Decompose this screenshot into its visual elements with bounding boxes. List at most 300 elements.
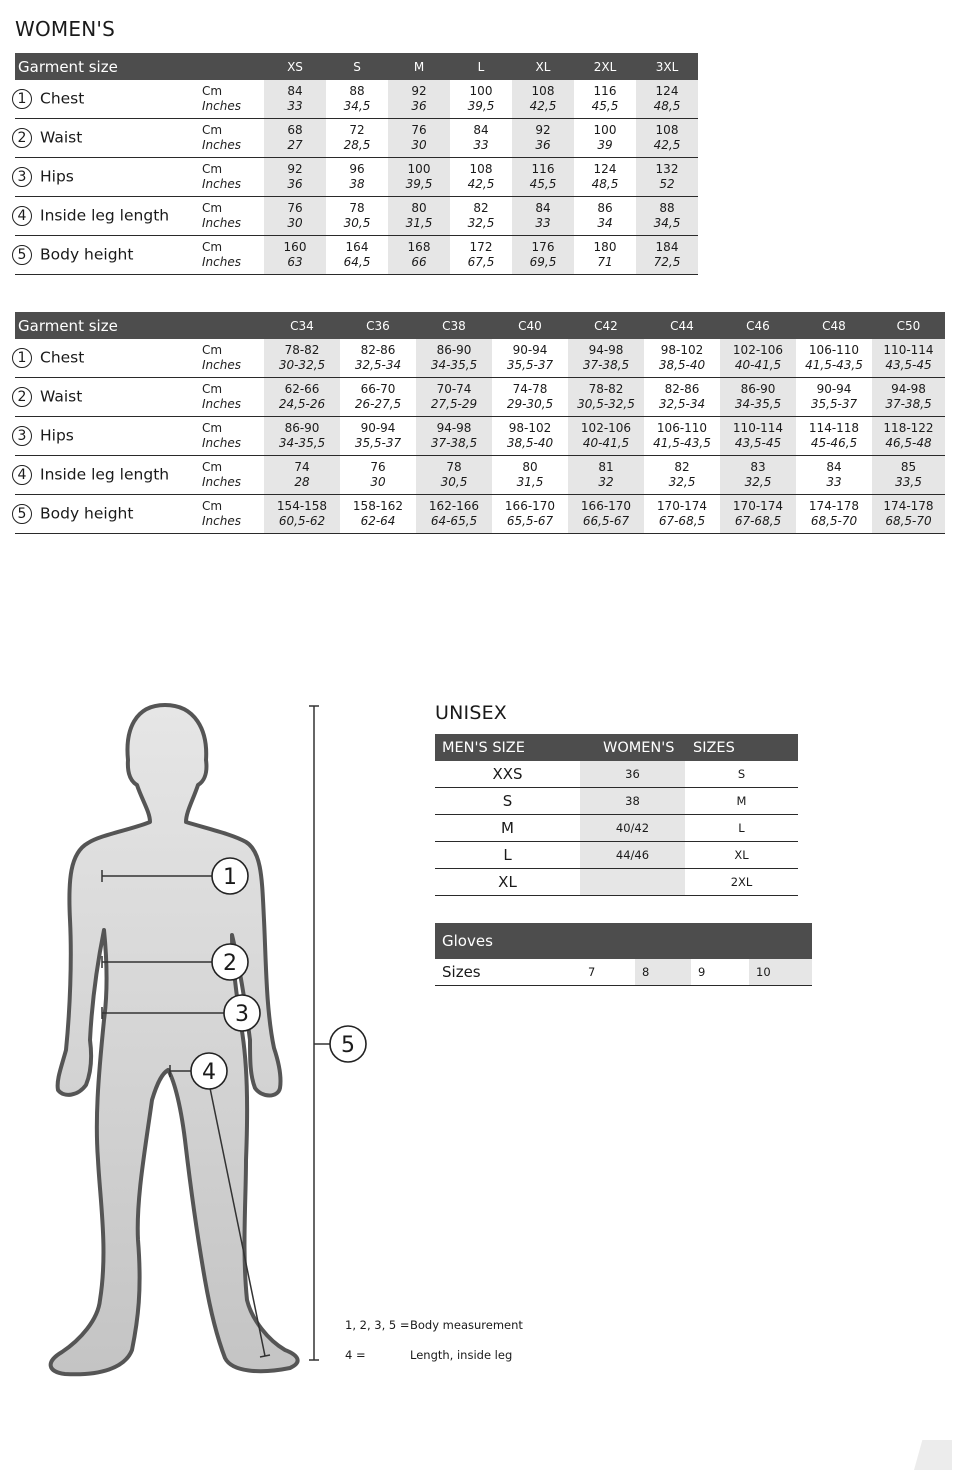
womens-letter-size: L (685, 815, 798, 842)
size-value-cell (574, 236, 636, 275)
value-inches: 45,5 (529, 177, 557, 191)
unisex-title: UNISEX (435, 702, 508, 724)
size-value-cell (388, 80, 450, 119)
value-inches: 32,5 (668, 475, 696, 489)
size-header: C44 (644, 312, 720, 339)
value-cm: 83 (750, 460, 766, 474)
measurement-row (15, 236, 698, 275)
size-value-cell (720, 456, 796, 495)
value-inches: 24,5-26 (278, 397, 326, 411)
measurement-name: Body height (40, 504, 134, 523)
size-value-cell (796, 417, 872, 456)
value-cm: 86-90 (436, 343, 472, 357)
value-inches: 34,5 (653, 216, 681, 230)
size-value-cell (340, 456, 416, 495)
size-value-cell (568, 456, 644, 495)
value-inches: 32,5-34 (658, 397, 706, 411)
measurement-name: Inside leg length (40, 206, 170, 225)
unit-cm: Cm (202, 343, 223, 357)
size-value-cell (568, 339, 644, 378)
value-cm: 78 (446, 460, 462, 474)
legend-key-1: 1, 2, 3, 5 = (345, 1318, 410, 1332)
size-value-cell (264, 158, 326, 197)
value-inches: 32,5-34 (354, 358, 402, 372)
value-cm: 82-86 (664, 382, 700, 396)
value-inches: 36 (411, 99, 427, 113)
unit-cm: Cm (202, 382, 223, 396)
size-value-cell (416, 339, 492, 378)
size-value-cell (872, 417, 945, 456)
value-inches: 32,5 (467, 216, 495, 230)
unit-inches: Inches (202, 99, 241, 113)
value-inches: 40-41,5 (582, 436, 630, 450)
value-cm: 100 (593, 123, 617, 137)
value-inches: 37-38,5 (885, 397, 932, 411)
value-inches: 45,5 (591, 99, 619, 113)
value-cm: 74-78 (512, 382, 548, 396)
value-cm: 162-166 (428, 499, 480, 513)
human-silhouette (51, 705, 298, 1374)
value-cm: 78-82 (284, 343, 320, 357)
value-inches: 65,5-67 (506, 514, 554, 528)
value-cm: 62-66 (284, 382, 320, 396)
unit-cm: Cm (202, 460, 223, 474)
size-value-cell (340, 378, 416, 417)
measurement-label (15, 378, 202, 417)
value-cm: 116 (593, 84, 617, 98)
value-inches: 33 (473, 138, 489, 152)
gloves-table (435, 923, 812, 986)
value-cm: 110-114 (883, 343, 934, 357)
glove-size: 7 (581, 959, 635, 986)
value-cm: 106-110 (656, 421, 708, 435)
size-value-cell (568, 495, 644, 534)
unit-inches: Inches (202, 397, 241, 411)
size-value-cell (450, 197, 512, 236)
value-inches: 63 (287, 255, 303, 269)
womens-size (580, 869, 685, 896)
measurement-number: 1 (12, 348, 32, 368)
size-value-cell (264, 119, 326, 158)
unit-cm: Cm (202, 201, 223, 215)
size-value-cell (872, 378, 945, 417)
value-inches: 30,5-32,5 (577, 397, 635, 411)
value-inches: 35,5-37 (354, 436, 402, 450)
value-inches: 64,5 (343, 255, 371, 269)
size-header: C42 (568, 312, 644, 339)
size-header: S (326, 53, 388, 80)
value-inches: 34,5 (343, 99, 371, 113)
size-value-cell (720, 495, 796, 534)
value-cm: 164 (345, 240, 369, 254)
value-cm: 108 (531, 84, 555, 98)
size-header: C50 (872, 312, 945, 339)
value-cm: 166-170 (504, 499, 556, 513)
measurement-number: 3 (12, 167, 32, 187)
size-value-cell (512, 197, 574, 236)
size-value-cell (720, 417, 796, 456)
size-value-cell (796, 495, 872, 534)
value-cm: 85 (900, 460, 917, 474)
unit-labels (202, 158, 264, 197)
unit-inches: Inches (202, 436, 241, 450)
measurement-label (15, 80, 202, 119)
value-cm: 180 (593, 240, 617, 254)
size-header: C34 (264, 312, 340, 339)
measurement-number: 1 (12, 89, 32, 109)
value-inches: 38 (349, 177, 365, 191)
unisex-header-mens: MEN'S SIZE (435, 734, 580, 761)
legend-val-1: Body measurement (410, 1318, 523, 1332)
value-inches: 41,5-43,5 (805, 358, 863, 372)
value-inches: 34 (597, 216, 613, 230)
value-inches: 39 (597, 138, 613, 152)
value-cm: 82 (674, 460, 690, 474)
value-inches: 38,5-40 (506, 436, 554, 450)
value-inches: 45-46,5 (810, 436, 858, 450)
size-value-cell (872, 495, 945, 534)
value-cm: 94-98 (588, 343, 624, 357)
size-value-cell (574, 119, 636, 158)
value-cm: 92 (535, 123, 551, 137)
value-inches: 26-27,5 (354, 397, 402, 411)
size-value-cell (264, 80, 326, 119)
size-value-cell (512, 158, 574, 197)
size-header: L (450, 53, 512, 80)
size-value-cell (574, 80, 636, 119)
value-cm: 90-94 (512, 343, 548, 357)
value-cm: 98-102 (508, 421, 552, 435)
value-inches: 35,5-37 (506, 358, 554, 372)
size-value-cell (568, 417, 644, 456)
value-inches: 60,5-62 (278, 514, 326, 528)
value-inches: 30,5 (343, 216, 371, 230)
size-header: C38 (416, 312, 492, 339)
size-header: XL (512, 53, 574, 80)
size-value-cell (512, 80, 574, 119)
value-cm: 84 (473, 123, 489, 137)
measurement-row (15, 158, 698, 197)
womens-letter-size: M (685, 788, 798, 815)
unit-cm: Cm (202, 123, 223, 137)
size-header: C48 (796, 312, 872, 339)
size-value-cell (326, 158, 388, 197)
measurement-row (15, 495, 945, 534)
value-cm: 90-94 (360, 421, 396, 435)
size-value-cell (264, 417, 340, 456)
unit-inches: Inches (202, 255, 241, 269)
measurement-label (15, 339, 202, 378)
value-inches: 67-68,5 (658, 514, 706, 528)
value-inches: 34-35,5 (734, 397, 782, 411)
value-inches: 36 (535, 138, 551, 152)
unit-inches: Inches (202, 138, 241, 152)
value-inches: 31,5 (405, 216, 433, 230)
value-inches: 69,5 (529, 255, 557, 269)
body-measurement-figure (0, 690, 420, 1390)
marker-4: 4 (202, 1060, 216, 1085)
unit-cm: Cm (202, 240, 223, 254)
measurement-name: Inside leg length (40, 465, 170, 484)
size-header: XS (264, 53, 326, 80)
value-cm: 74 (294, 460, 310, 474)
size-value-cell (450, 119, 512, 158)
glove-size: 10 (749, 959, 812, 986)
gloves-title: Gloves (435, 923, 812, 959)
value-cm: 82 (473, 201, 489, 215)
measurement-row (15, 80, 698, 119)
size-value-cell (796, 378, 872, 417)
value-cm: 174-178 (883, 499, 934, 513)
size-value-cell (388, 119, 450, 158)
size-value-cell (796, 339, 872, 378)
unisex-row (435, 815, 798, 842)
measurement-row (15, 339, 945, 378)
value-cm: 98-102 (660, 343, 704, 357)
unit-labels (202, 236, 264, 275)
size-value-cell (450, 236, 512, 275)
size-value-cell (326, 236, 388, 275)
measurement-number: 5 (12, 504, 32, 524)
value-cm: 160 (283, 240, 307, 254)
value-inches: 34-35,5 (430, 358, 478, 372)
size-value-cell (644, 495, 720, 534)
unit-labels (202, 417, 264, 456)
measurement-label (15, 197, 202, 236)
value-inches: 68,5-70 (810, 514, 858, 528)
value-cm: 108 (469, 162, 493, 176)
unit-labels (202, 495, 264, 534)
size-value-cell (264, 378, 340, 417)
size-value-cell (326, 80, 388, 119)
size-value-cell (574, 158, 636, 197)
size-value-cell (416, 417, 492, 456)
value-cm: 94-98 (436, 421, 472, 435)
value-inches: 33,5 (895, 475, 922, 489)
size-value-cell (720, 339, 796, 378)
value-inches: 43,5-45 (734, 436, 782, 450)
value-inches: 30-32,5 (278, 358, 326, 372)
womens-size: 38 (580, 788, 685, 815)
size-value-cell (416, 456, 492, 495)
marker-5: 5 (341, 1033, 355, 1058)
value-cm: 70-74 (436, 382, 472, 396)
unit-labels (202, 378, 264, 417)
value-cm: 84 (826, 460, 842, 474)
value-cm: 88 (349, 84, 365, 98)
gloves-sizes-label: Sizes (435, 959, 581, 986)
value-inches: 35,5-37 (810, 397, 858, 411)
measurement-label (15, 158, 202, 197)
value-inches: 72,5 (653, 255, 681, 269)
measurement-row (15, 456, 945, 495)
value-cm: 84 (535, 201, 551, 215)
unit-cm: Cm (202, 162, 223, 176)
value-inches: 39,5 (405, 177, 433, 191)
value-inches: 28 (294, 475, 310, 489)
unit-labels (202, 456, 264, 495)
unit-inches: Inches (202, 358, 241, 372)
unisex-row (435, 788, 798, 815)
unisex-header-sizes: SIZES (685, 734, 798, 761)
value-inches: 30 (411, 138, 427, 152)
legend-key-2: 4 = (345, 1348, 366, 1362)
unit-labels (202, 339, 264, 378)
measurement-number: 2 (12, 387, 32, 407)
womens-c-size-table (15, 312, 945, 534)
value-cm: 82-86 (360, 343, 396, 357)
value-inches: 40-41,5 (734, 358, 782, 372)
value-inches: 30 (287, 216, 303, 230)
value-cm: 78-82 (588, 382, 624, 396)
size-value-cell (636, 197, 698, 236)
value-cm: 76 (287, 201, 303, 215)
value-cm: 124 (655, 84, 679, 98)
size-value-cell (340, 339, 416, 378)
value-cm: 110-114 (732, 421, 784, 435)
size-header: 2XL (574, 53, 636, 80)
size-value-cell (340, 417, 416, 456)
size-value-cell (720, 378, 796, 417)
mens-size: S (435, 788, 580, 815)
unisex-row (435, 761, 798, 788)
womens-letter-size: XL (685, 842, 798, 869)
value-cm: 102-106 (580, 421, 632, 435)
size-header: C36 (340, 312, 416, 339)
value-cm: 86 (597, 201, 613, 215)
value-cm: 184 (655, 240, 679, 254)
value-cm: 170-174 (732, 499, 784, 513)
size-value-cell (326, 197, 388, 236)
size-value-cell (388, 158, 450, 197)
value-inches: 42,5 (467, 177, 495, 191)
measurement-row (15, 119, 698, 158)
unisex-row (435, 842, 798, 869)
size-header: C46 (720, 312, 796, 339)
value-cm: 81 (598, 460, 614, 474)
value-inches: 41,5-43,5 (653, 436, 711, 450)
glove-size: 9 (691, 959, 749, 986)
size-value-cell (492, 417, 568, 456)
womens-title: WOMEN'S (15, 17, 115, 41)
value-cm: 76 (411, 123, 427, 137)
size-header: C40 (492, 312, 568, 339)
unit-labels (202, 197, 264, 236)
marker-1: 1 (223, 865, 237, 890)
value-cm: 80 (411, 201, 427, 215)
value-inches: 42,5 (653, 138, 681, 152)
value-cm: 118-122 (883, 421, 934, 435)
value-inches: 34-35,5 (278, 436, 326, 450)
size-value-cell (872, 339, 945, 378)
value-inches: 66,5-67 (582, 514, 630, 528)
value-cm: 84 (287, 84, 303, 98)
value-inches: 27 (287, 138, 303, 152)
measurement-row (15, 378, 945, 417)
marker-2: 2 (223, 951, 237, 976)
size-value-cell (326, 119, 388, 158)
mens-size: XL (435, 869, 580, 896)
measurement-label (15, 119, 202, 158)
value-inches: 67,5 (467, 255, 495, 269)
value-inches: 48,5 (591, 177, 619, 191)
measurement-name: Hips (40, 167, 74, 186)
value-cm: 96 (349, 162, 365, 176)
value-inches: 29-30,5 (506, 397, 554, 411)
value-inches: 28,5 (343, 138, 371, 152)
mens-size: L (435, 842, 580, 869)
measurement-label (15, 417, 202, 456)
size-value-cell (416, 495, 492, 534)
measurement-name: Chest (40, 348, 85, 367)
value-cm: 166-170 (580, 499, 632, 513)
value-cm: 116 (531, 162, 555, 176)
value-cm: 176 (531, 240, 555, 254)
value-inches: 30 (370, 475, 386, 489)
glove-size: 8 (635, 959, 691, 986)
mens-size: M (435, 815, 580, 842)
value-cm: 78 (349, 201, 365, 215)
measurement-row (15, 197, 698, 236)
unisex-row (435, 869, 798, 896)
size-value-cell (574, 197, 636, 236)
value-inches: 48,5 (653, 99, 681, 113)
mens-size: XXS (435, 761, 580, 788)
size-header: M (388, 53, 450, 80)
size-value-cell (512, 236, 574, 275)
unit-inches: Inches (202, 216, 241, 230)
value-inches: 68,5-70 (885, 514, 932, 528)
value-inches: 71 (597, 255, 613, 269)
size-value-cell (492, 378, 568, 417)
size-value-cell (644, 456, 720, 495)
garment-size-header: Garment size (15, 312, 264, 339)
measurement-label (15, 236, 202, 275)
value-inches: 42,5 (529, 99, 557, 113)
value-inches: 36 (287, 177, 303, 191)
value-cm: 86-90 (284, 421, 320, 435)
value-inches: 37-38,5 (430, 436, 478, 450)
value-cm: 92 (287, 162, 303, 176)
value-cm: 170-174 (656, 499, 708, 513)
value-cm: 114-118 (808, 421, 860, 435)
womens-size: 40/42 (580, 815, 685, 842)
value-inches: 31,5 (516, 475, 544, 489)
size-value-cell (636, 119, 698, 158)
measurement-number: 4 (12, 465, 32, 485)
unit-labels (202, 80, 264, 119)
value-inches: 30,5 (440, 475, 468, 489)
value-cm: 100 (407, 162, 431, 176)
womens-letter-size: S (685, 761, 798, 788)
value-cm: 172 (469, 240, 493, 254)
value-cm: 168 (407, 240, 431, 254)
value-cm: 108 (655, 123, 679, 137)
size-value-cell (264, 197, 326, 236)
measurement-name: Hips (40, 426, 74, 445)
value-inches: 52 (659, 177, 675, 191)
value-inches: 33 (826, 475, 842, 489)
value-cm: 72 (349, 123, 365, 137)
measurement-name: Waist (40, 128, 83, 147)
value-cm: 124 (593, 162, 617, 176)
unit-inches: Inches (202, 475, 241, 489)
unit-labels (202, 119, 264, 158)
size-value-cell (644, 417, 720, 456)
value-inches: 37-38,5 (582, 358, 630, 372)
unit-cm: Cm (202, 421, 223, 435)
size-value-cell (340, 495, 416, 534)
